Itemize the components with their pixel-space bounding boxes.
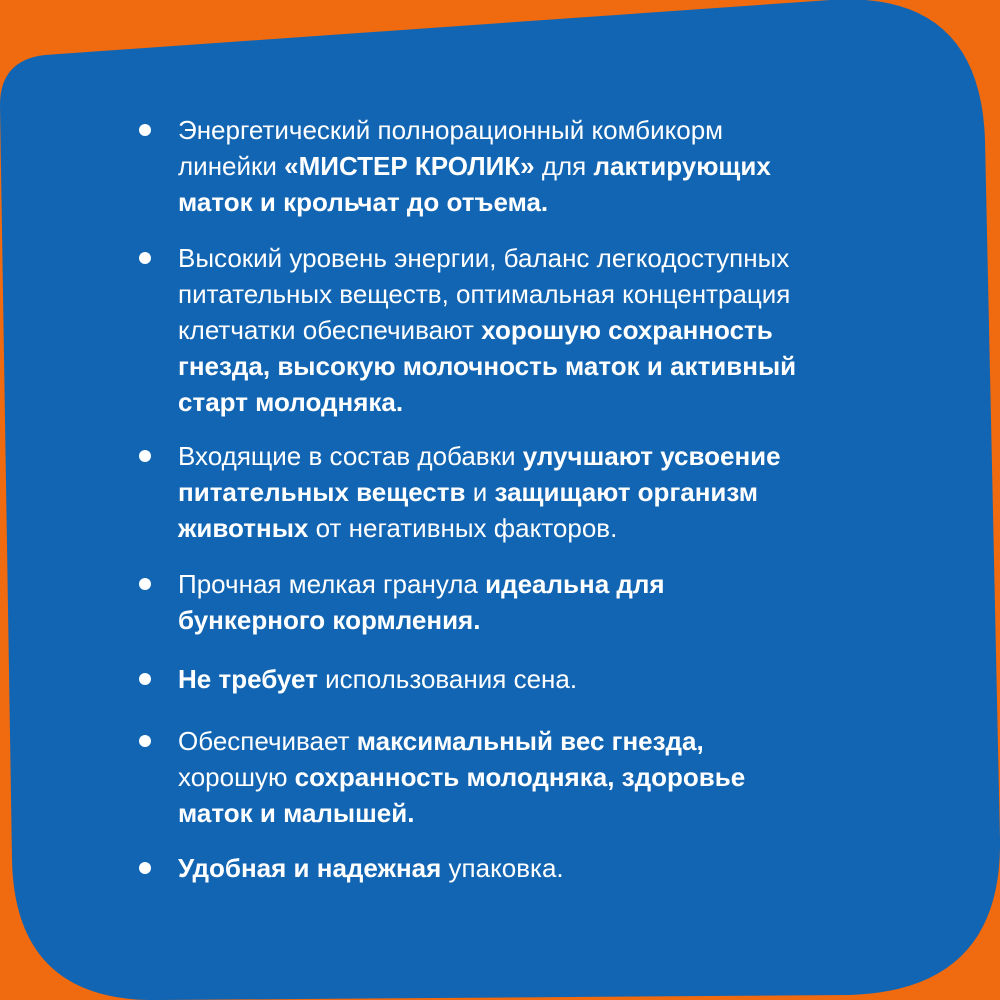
bullet-text-line bbox=[178, 566, 878, 602]
text-segment: Энергетический полнорационный комбикорм bbox=[178, 115, 724, 145]
text-segment: и bbox=[465, 477, 495, 507]
bold-text-segment: максимальный вес гнезда, bbox=[356, 726, 704, 756]
bold-text-segment: защищают организм bbox=[494, 477, 758, 507]
bold-text-segment: «МИСТЕР КРОЛИК» bbox=[284, 151, 535, 181]
bullet-text-line bbox=[178, 795, 878, 831]
bullet-dot-icon bbox=[139, 673, 151, 685]
bullet-text-line bbox=[178, 474, 878, 510]
bullet-text-line bbox=[178, 312, 878, 348]
bullet-text-line bbox=[178, 112, 878, 148]
text-segment: клетчатки обеспечивают bbox=[178, 315, 482, 345]
bullet-dot-icon bbox=[139, 124, 151, 136]
text-segment: Прочная мелкая гранула bbox=[178, 569, 486, 599]
bold-text-segment: маток и малышей. bbox=[178, 798, 415, 828]
bullet-item-2 bbox=[178, 240, 878, 420]
bullet-item-6 bbox=[178, 723, 878, 831]
bold-text-segment: идеальна для bbox=[485, 569, 665, 599]
bold-text-segment: сохранность молодняка, здоровье bbox=[294, 762, 746, 792]
bullet-item-5 bbox=[178, 661, 878, 697]
bold-text-segment: лактирующих bbox=[593, 151, 771, 181]
bullet-item-4 bbox=[178, 566, 878, 638]
bold-text-segment: Не требует bbox=[178, 664, 318, 694]
bullet-text-line bbox=[178, 348, 878, 384]
bold-text-segment: питательных веществ bbox=[178, 477, 466, 507]
bold-text-segment: старт молодняка. bbox=[178, 387, 404, 417]
bullet-dot-icon bbox=[139, 578, 151, 590]
bullet-dot-icon bbox=[139, 252, 151, 264]
bold-text-segment: маток и крольчат до отъема. bbox=[178, 187, 549, 217]
text-segment: для bbox=[534, 151, 594, 181]
bold-text-segment: животных bbox=[178, 513, 309, 543]
bullet-text-line bbox=[178, 510, 878, 546]
text-segment: питательных веществ, оптимальная концентрация bbox=[178, 279, 791, 309]
bold-text-segment: Удобная и надежная bbox=[178, 853, 442, 883]
text-segment: упаковка. bbox=[441, 853, 564, 883]
text-segment: Высокий уровень энергии, баланс легкодоступных bbox=[178, 243, 790, 273]
bullet-text-line bbox=[178, 240, 878, 276]
bullet-text-line bbox=[178, 276, 878, 312]
bullet-text-line bbox=[178, 602, 878, 638]
bold-text-segment: бункерного кормления. bbox=[178, 605, 481, 635]
bullet-text-line bbox=[178, 850, 878, 886]
bullet-text-line bbox=[178, 438, 878, 474]
bullet-text-line bbox=[178, 184, 878, 220]
bullet-text-line bbox=[178, 759, 878, 795]
text-segment: от негативных факторов. bbox=[308, 513, 618, 543]
bullet-item-3 bbox=[178, 438, 878, 546]
bold-text-segment: хорошую сохранность bbox=[481, 315, 773, 345]
text-segment: Обеспечивает bbox=[178, 726, 357, 756]
bullet-text-line bbox=[178, 661, 878, 697]
bullet-text-line bbox=[178, 148, 878, 184]
bold-text-segment: улучшают усвоение bbox=[522, 441, 781, 471]
text-segment: Входящие в состав добавки bbox=[178, 441, 523, 471]
bullet-item-1 bbox=[178, 112, 878, 220]
bullet-text-line bbox=[178, 723, 878, 759]
text-segment: хорошую bbox=[178, 762, 295, 792]
bullet-dot-icon bbox=[139, 450, 151, 462]
text-segment: использования сена. bbox=[317, 664, 578, 694]
bullet-dot-icon bbox=[139, 735, 151, 747]
bold-text-segment: гнезда, высокую молочность маток и активный bbox=[178, 351, 797, 381]
bullet-text-line bbox=[178, 384, 878, 420]
bullet-dot-icon bbox=[139, 862, 151, 874]
bullet-item-7 bbox=[178, 850, 878, 886]
text-segment: линейки bbox=[178, 151, 285, 181]
